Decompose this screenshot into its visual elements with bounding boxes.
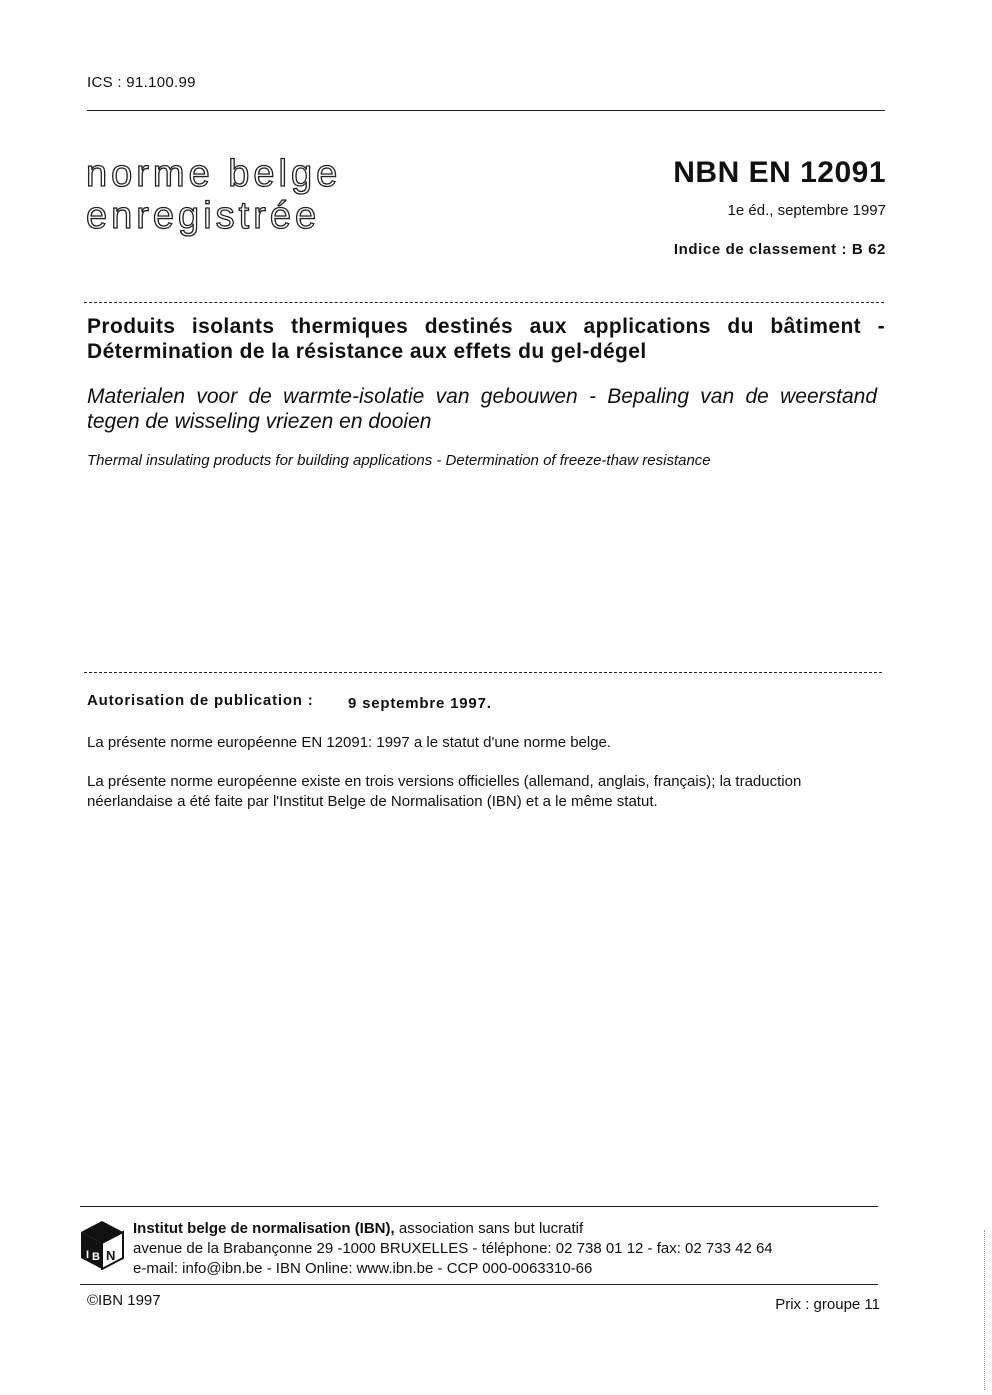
scan-edge-mark	[984, 1230, 986, 1390]
copyright: ©IBN 1997	[87, 1292, 161, 1309]
institute-contact: e-mail: info@ibn.be - IBN Online: www.ibn.be - CCP 000-0063310-66	[133, 1260, 593, 1277]
classification-index: Indice de classement : B 62	[673, 241, 886, 258]
brand-line-1: norme belge	[86, 153, 342, 195]
title-top-divider	[84, 302, 884, 303]
authorisation-date: 9 septembre 1997.	[348, 695, 492, 712]
title-french: Produits isolants thermiques destinés aux applications du bâtiment - Détermination de la résistance aux effets du gel-dégel	[87, 315, 885, 363]
title-english: Thermal insulating products for building applications - Determination of freeze-thaw resistance	[87, 452, 711, 469]
institute-address: avenue de la Brabançonne 29 -1000 BRUXELLES - téléphone: 02 738 01 12 - fax: 02 733 42 64	[133, 1240, 773, 1257]
footer-top-divider	[80, 1206, 878, 1207]
brand-line-2: enregistrée	[86, 195, 321, 237]
ics-code: ICS : 91.100.99	[87, 74, 196, 91]
edition-date: 1e éd., septembre 1997	[727, 202, 886, 219]
versions-statement: La présente norme européenne existe en trois versions officielles (allemand, anglais, français); la traduction néerlandaise a été faite par l'Institut Belge de Normalisation (IBN) et a le même statut.	[87, 773, 802, 810]
institute-info	[133, 1219, 893, 1279]
footer-bottom-divider	[80, 1284, 878, 1285]
publication-divider	[84, 672, 882, 673]
header-divider	[87, 110, 885, 111]
institute-type: association sans but lucratif	[394, 1220, 584, 1237]
svg-text:B: B	[92, 1251, 100, 1263]
price-group: Prix : groupe 11	[775, 1296, 880, 1313]
status-statement: La présente norme européenne EN 12091: 1997 a le statut d'une norme belge.	[87, 734, 612, 751]
authorisation-label: Autorisation de publication :	[87, 692, 314, 709]
institute-name: Institut belge de normalisation (IBN),	[133, 1220, 395, 1237]
title-dutch: Materialen voor de warmte-isolatie van gebouwen - Bepaling van de weerstand tegen de wisseling vriezen en dooien	[87, 385, 877, 433]
ibn-logo-icon	[80, 1220, 124, 1270]
standard-number: NBN EN 12091	[673, 156, 886, 189]
svg-text:I: I	[86, 1249, 90, 1261]
institute-heading	[133, 1219, 893, 1239]
svg-text:N: N	[106, 1248, 116, 1263]
